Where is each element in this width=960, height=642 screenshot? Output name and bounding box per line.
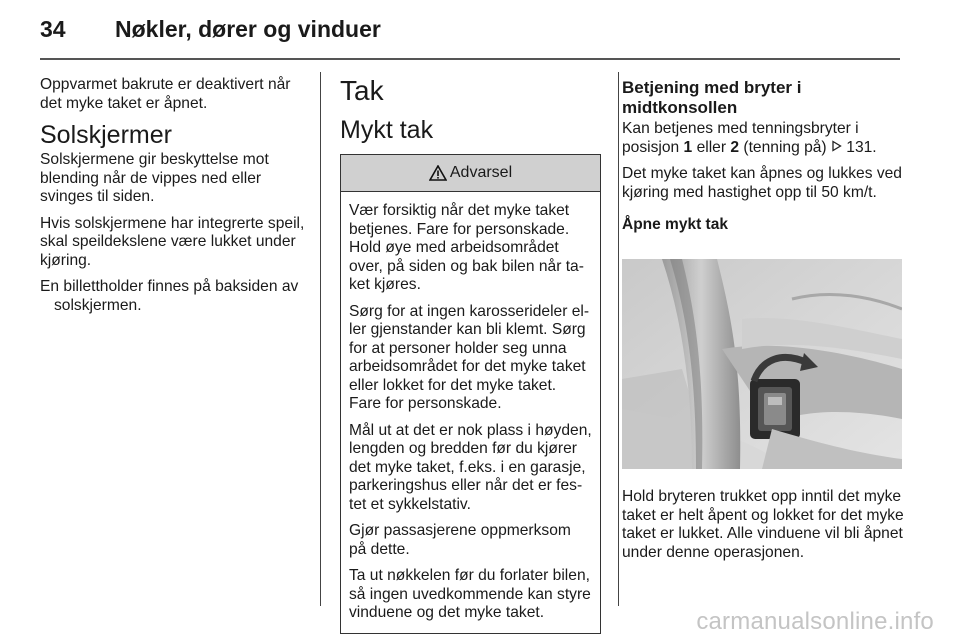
column-divider-1 [320,72,321,606]
paragraph: Solskjermene gir beskyttelse mot blending når de vippes ned eller svinges til siden. [40,151,269,205]
page-header [40,10,920,50]
warning-paragraph: Ta ut nøkkelen før du forlater bilen, så ingen uvedkommende kan styre vinduene og det myke taket. [349,567,591,621]
paragraph: Hold bryteren trukket opp inntil det myke taket er helt åpent og lokket for det myke taket er lukket. Alle vinduene vil bli åpnet under denne operasjonen. [622,488,904,561]
warning-triangle-icon [429,165,447,181]
section-heading-betjening: Betjening med bryter i midtkonsollen [622,78,802,117]
position-1: 1 [683,138,693,156]
console-switch-photo [622,259,902,469]
page-reference-icon [831,140,842,152]
section-heading-solskjermer: Solskjermer [40,121,172,149]
column-2 [340,76,602,634]
column-divider-2 [618,72,619,606]
paragraph: En billettholder finnes på baksiden av solskjermen. [40,278,299,314]
section-heading-tak: Tak [340,75,384,106]
subheading-apne-mykt-tak: Åpne mykt tak [622,216,728,233]
warning-body [341,192,600,633]
position-2: 2 [730,138,740,156]
paragraph: Det myke taket kan åpnes og lukkes ved kjøring med hastighet opp til 50 km/t. [622,165,902,201]
watermark: carmanualsonline.info [696,608,934,635]
column-3 [622,78,904,570]
warning-paragraph: Sørg for at ingen karosserideler eller gjenstander kan bli klemt. Sørg for at personer holder seg unna arbeidsområdet for det myke taket eller lokket for det myke taket. Fare for personskade. [349,302,590,412]
chapter-title: Nøkler, dører og vinduer [115,16,381,42]
subheading-mykt-tak: Mykt tak [340,116,434,144]
paragraph: Kan betjenes med tenningsbryter i posisjon 1 eller 2 (tenning på) 131. [622,120,877,156]
warning-title: Advarsel [449,163,513,181]
intro-paragraph: Oppvarmet bakrute er deaktivert når det myke taket er åpnet. [40,76,291,112]
warning-paragraph: Gjør passasjerene oppmerksom på dette. [349,522,571,558]
warning-box [340,154,601,634]
column-1 [40,76,310,323]
warning-paragraph: Vær forsiktig når det myke taket betjenes. Fare for personskade. Hold øye med arbeidsområdet over, på siden og bak bilen når taket kjøres. [349,202,584,293]
warning-paragraph: Mål ut at det er nok plass i høyden, lengden og bredden før du kjører det myke taket, f.eks. i en garasje, parkeringshus eller når det er festet et sykkelstativ. [349,421,592,513]
paragraph: Hvis solskjermene har integrerte speil, skal speildekslene være lukket under kjøring. [40,214,305,269]
page-number: 34 [40,16,66,42]
header-rule [40,58,900,60]
warning-header [341,155,600,192]
page-reference: 131. [841,138,877,156]
